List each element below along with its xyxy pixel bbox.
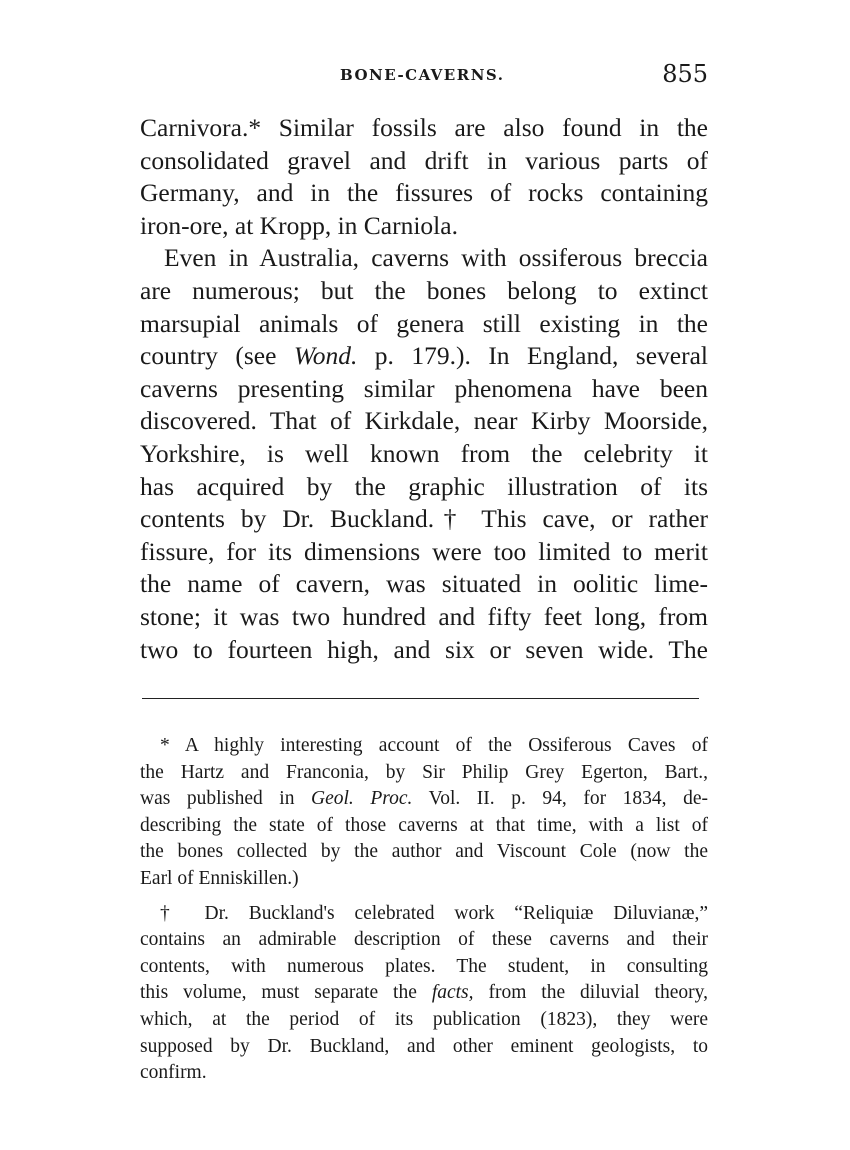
text-line: iron-ore, at Kropp, in Carniola. xyxy=(140,210,458,240)
italic-reference: Wond. xyxy=(293,341,358,371)
footnote-line: which, at the period of its publication (1823), they were xyxy=(140,1008,708,1030)
text-line: stone; it was two hundred and fifty feet long, from xyxy=(140,601,708,631)
footnote-line xyxy=(140,786,708,813)
text-span: p. 179.). xyxy=(357,341,471,371)
italic-reference: facts, xyxy=(431,982,474,1004)
text-line: the name of cavern, was situated in oolitic lime- xyxy=(140,569,708,599)
text-span: Vol. II. p. 94, for 1834, de- xyxy=(412,788,708,810)
footnote-line: * A highly interesting account of the Ossiferous Caves of xyxy=(160,735,708,756)
footnote-line: Earl of Enniskillen.) xyxy=(140,867,299,889)
text-line: Yorkshire, is well known from the celebrity it xyxy=(140,438,708,468)
text-line: caverns presenting similar phenomena have been xyxy=(140,373,708,403)
footnote-line: confirm. xyxy=(140,1062,207,1084)
footnote-divider xyxy=(142,698,699,699)
footnote-line: the bones collected by the author and Viscount Cole (now the xyxy=(140,841,708,863)
text-span: was published in xyxy=(140,788,312,810)
footnotes xyxy=(140,733,708,1087)
page-number: 855 xyxy=(662,60,708,88)
footnote-line: contents, with numerous plates. The student, in consulting xyxy=(140,955,708,977)
italic-reference: Geol. xyxy=(311,788,354,810)
footnote-line: contains an admirable description of these caverns and their xyxy=(140,929,708,951)
italic-reference: Proc. xyxy=(370,788,413,810)
footnote-line: supposed by Dr. Buckland, and other eminent geologists, to xyxy=(140,1035,708,1057)
text-line: has acquired by the graphic illustration of its xyxy=(140,471,708,501)
footnote-line xyxy=(140,980,708,1007)
text-line: consolidated gravel and drift in various parts of xyxy=(140,145,708,175)
footnote-line: † Dr. Buckland's celebrated work “Reliquiæ Diluvianæ,” xyxy=(160,902,708,924)
page-header xyxy=(140,62,710,92)
running-title: BONE-CAVERNS. xyxy=(340,66,505,84)
text-line: contents by Dr. Buckland.† This cave, or rather xyxy=(140,504,708,534)
main-text xyxy=(140,112,708,666)
text-span: country (see xyxy=(140,341,294,371)
text-span: this volume, must separate the xyxy=(140,982,432,1004)
text-line: Even in Australia, caverns with ossiferous breccia xyxy=(164,243,708,273)
text-line: fissure, for its dimensions were too limited to merit xyxy=(140,536,708,566)
text-line: marsupial animals of genera still existing in the xyxy=(140,308,708,338)
text-line: Germany, and in the fissures of rocks containing xyxy=(140,178,708,208)
text-line: discovered. That of Kirkdale, near Kirby Moorside, xyxy=(140,406,708,436)
footnote-line: describing the state of those caverns at that time, with a list of xyxy=(140,814,708,836)
text-span: In England, several xyxy=(488,341,708,371)
text-line xyxy=(140,340,708,373)
text-span: from the diluvial theory, xyxy=(473,982,708,1004)
text-line: two to fourteen high, and six or seven wide. The xyxy=(140,634,708,664)
text-line: Carnivora.* Similar fossils are also found in the xyxy=(140,113,708,142)
text-line: are numerous; but the bones belong to extinct xyxy=(140,275,708,305)
footnote-line: the Hartz and Franconia, by Sir Philip Grey Egerton, Bart., xyxy=(140,761,708,783)
